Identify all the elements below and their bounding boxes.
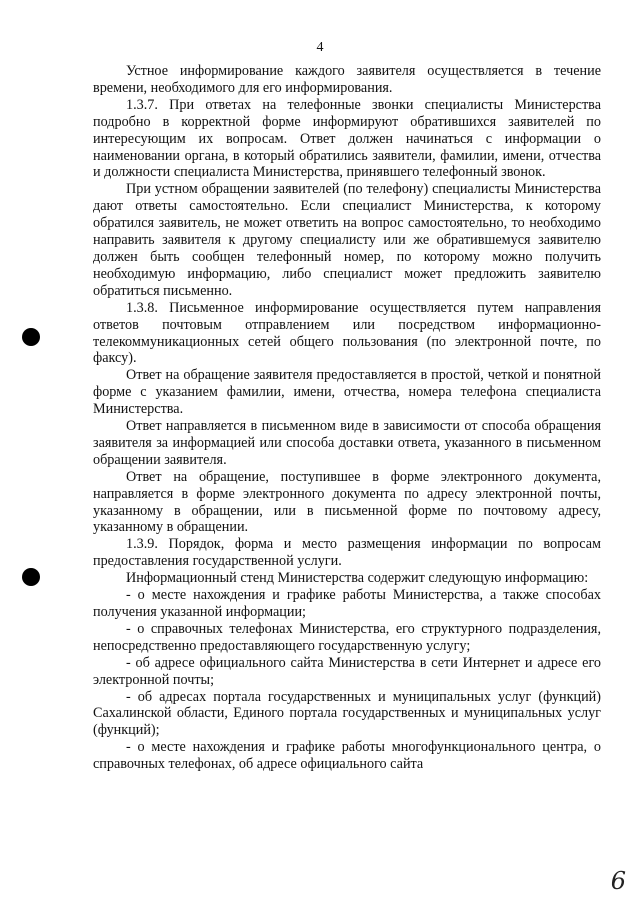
list-item-mfc: - о месте нахождения и графике работы многофункционального центра, о справочных телефонах, об адресе официального сайта (93, 739, 601, 773)
paragraph-oral-appeal: При устном обращении заявителей (по телефону) специалисты Министерства дают ответы самостоятельно. Если специалист Министерства, к которому обратился заявитель, не может ответить на вопрос самостоятельно, то необходимо направить заявителя к другому специалисту или же обратившемуся заявителю должен быть сообщен телефонный номер, по которому можно получить необходимую информацию, либо специалист может предложить заявителю обратиться письменно. (93, 181, 601, 299)
list-item-portals: - об адресах портала государственных и муниципальных услуг (функций) Сахалинской области, Единого портала государственных и муниципальных услуг (функций); (93, 688, 601, 739)
paragraph-1-3-7: 1.3.7. При ответах на телефонные звонки специалисты Министерства подробно в корректной форме информируют обратившихся заявителей по интересующим их вопросам. Ответ должен начинаться с информации о наименовании органа, в который обратились заявители, фамилии, имени, отчества и должности специалиста Министерства, принявшего телефонный звонок. (93, 96, 601, 181)
punch-hole-top (22, 328, 40, 346)
list-item-phones: - о справочных телефонах Министерства, его структурного подразделения, непосредственно предоставляющего государственную услугу; (93, 620, 601, 654)
page-number: 4 (316, 40, 324, 55)
list-item-website: - об адресе официального сайта Министерства в сети Интернет и адресе его электронной почты; (93, 654, 601, 688)
punch-hole-bottom (22, 568, 40, 586)
document-body (93, 63, 601, 773)
list-item-location: - о месте нахождения и графике работы Министерства, а также способах получения указанной информации; (93, 587, 601, 620)
paragraph-1-3-8: 1.3.8. Письменное информирование осуществляется путем направления ответов почтовым отправлением или посредством информационно-телекоммуникационных сетей общего пользования (по электронной почте, по факсу). (93, 299, 601, 367)
handwritten-page-mark: 6 (610, 867, 626, 895)
paragraph-answer-written: Ответ направляется в письменном виде в зависимости от способа обращения заявителя за информацией или способа доставки ответа, указанного в письменном обращении заявителя. (93, 418, 601, 468)
paragraph-answer-form: Ответ на обращение заявителя предоставляется в простой, четкой и понятной форме с указанием фамилии, имени, отчества, номера телефона специалиста Министерства. (93, 367, 601, 418)
paragraph-1-3-9: 1.3.9. Порядок, форма и место размещения информации по вопросам предоставления государственной услуги. (93, 536, 601, 570)
paragraph-answer-electronic: Ответ на обращение, поступившее в форме электронного документа, направляется в форме электронного документа по адресу электронной почты, указанному в обращении, или в письменной форме по почтовому адресу, указанному в обращении. (93, 468, 601, 536)
paragraph-oral-info: Устное информирование каждого заявителя осуществляется в течение времени, необходимого для его информирования. (93, 63, 601, 96)
paragraph-info-stand: Информационный стенд Министерства содержит следующую информацию: (126, 570, 589, 587)
